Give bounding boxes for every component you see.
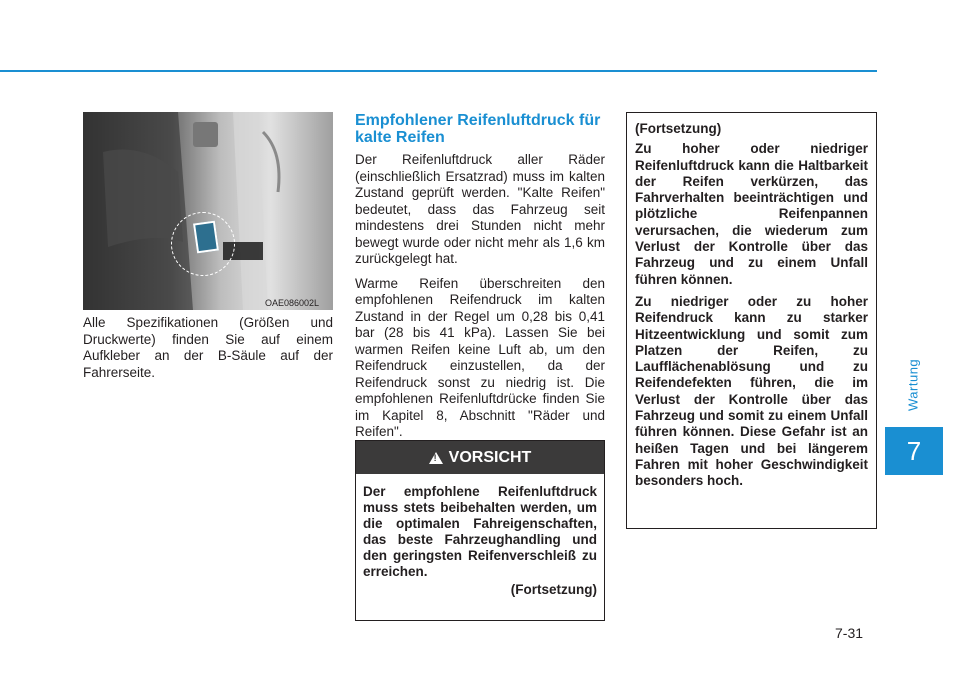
paragraph: Warme Reifen überschreiten den empfohlenen Reifendruck im kalten Zustand in der Regel um 0,28 bis 0,41 bar (28 bis 41 kPa). Lassen Sie bei warmen Reifen keine Luft ab, um den Reifendruck einzustellen, da der Reifendruck sonst zu niedrig ist. Die empfohlenen Reifenluftdrücke finden Sie im Kapitel 8, Abschnitt "Räder und Reifen". — [355, 275, 605, 439]
header-rule — [0, 70, 877, 72]
door-pillar-illustration — [83, 112, 333, 310]
warning-icon — [429, 452, 443, 464]
tire-label-sticker-icon — [193, 221, 219, 254]
figure-caption: Alle Spezifikationen (Größen und Druckwerte) finden Sie auf einem Aufkleber an der B-Säule auf der Fahrerseite. — [83, 315, 333, 380]
continuation-box — [626, 112, 877, 529]
continuation-paragraph: Zu niedriger oder zu hoher Reifendruck kann zu starker Hitzeentwicklung und somit zum Platzen der Reifen, zu Laufflächenablösung und zu Reifendefekten führen, die im Verlust der Kontrolle über das Fahrzeug und somit zu einem Unfall führen können. Diese Gefahr ist an heißen Tagen und bei längerem Fahren mit hoher Geschwindigkeit besonders hoch. — [635, 293, 868, 489]
section-heading: Empfohlener Reifenluftdruck für kalte Reifen — [355, 112, 601, 146]
paragraph: Der Reifenluftdruck aller Räder (einschließlich Ersatzrad) muss im kalten Zustand geprüft werden. "Kalte Reifen" bedeutet, dass das Fahrzeug seit mindestens drei Stunden nicht mehr bewegt wurde oder nicht mehr als 1,6 km zurückgelegt hat. — [355, 152, 605, 266]
caution-header — [356, 441, 604, 474]
caution-text-block — [356, 474, 604, 598]
figure-code: OAE086002L — [265, 298, 320, 308]
section-label: Wartung — [905, 358, 921, 412]
continuation-paragraph: Zu hoher oder niedriger Reifenluftdruck kann die Haltbarkeit der Reifen verkürzen, das Fahrverhalten beeinträchtigen und plötzliche Reifenpannen verursachen, die wiederum zum Verlust der Kontrolle über das Fahrzeug und zu einem Unfall führen können. — [635, 141, 868, 287]
page-number: 7-31 — [835, 625, 864, 641]
section-body — [355, 152, 605, 449]
continuation-title: (Fortsetzung) — [635, 121, 722, 136]
door-pillar-photo — [83, 112, 333, 310]
caution-continued: (Fortsetzung) — [510, 582, 597, 597]
caution-text: Der empfohlene Reifenluftdruck muss stets beibehalten werden, um die optimalen Fahreigenschaften, das beste Fahrzeughandling und den geringsten Reifenverschleiß zu erreichen. — [363, 484, 597, 579]
caution-box — [355, 440, 605, 621]
chapter-tab: 7 — [885, 427, 943, 475]
caution-title: VORSICHT — [448, 448, 532, 466]
